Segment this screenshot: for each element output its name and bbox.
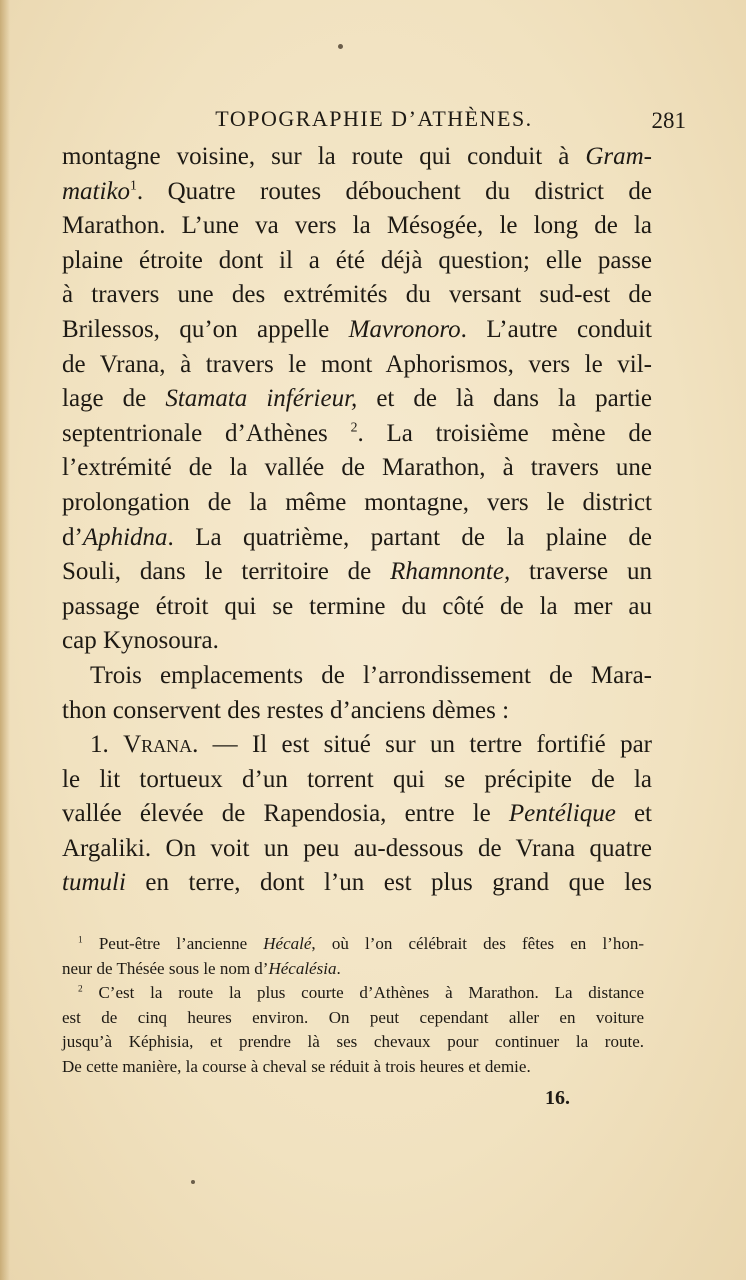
main-text bbox=[62, 140, 652, 901]
section-heading-vrana: Vrana bbox=[123, 731, 193, 759]
text-line: vallée élevée de Rapendosia, entre le Pentélique et bbox=[62, 800, 652, 828]
footnote-line: $^1$ Peut-être l’ancienne Hécalé, où l’on célébrait des fêtes en l’hon- bbox=[78, 934, 644, 953]
footnote-line: est de cinq heures environ. On peut cependant aller en voiture bbox=[62, 1007, 644, 1027]
footnotes bbox=[62, 932, 644, 1079]
footnote-line: $^2$ C’est la route la plus courte d’Athènes à Marathon. La distance bbox=[78, 983, 644, 1002]
text-line: plaine étroite dont il a été déjà question; elle passe bbox=[62, 246, 652, 274]
text-line: le lit tortueux d’un torrent qui se précipite de la bbox=[62, 765, 652, 793]
footnote-line: neur de Thésée sous le nom d’Hécalésia. bbox=[62, 958, 341, 978]
print-speck bbox=[191, 1180, 195, 1184]
text-line: 1. Vrana. — Il est situé sur un tertre fortifié par bbox=[90, 731, 652, 759]
text-line: Argaliki. On voit un peu au-dessous de Vrana quatre bbox=[62, 834, 652, 862]
text-line: prolongation de la même montagne, vers le district bbox=[62, 488, 652, 516]
text-line: tumuli en terre, dont l’un est plus grand que les bbox=[62, 869, 652, 897]
text-line: Souli, dans le territoire de Rhamnonte, traverse un bbox=[62, 558, 652, 586]
text-line: de Vrana, à travers le mont Aphorismos, vers le vil- bbox=[62, 350, 652, 378]
footnote-line: De cette manière, la course à cheval se réduit à trois heures et demie. bbox=[62, 1056, 531, 1076]
page-number: 281 bbox=[651, 108, 686, 133]
text-line: Trois emplacements de l’arrondissement de Mara- bbox=[90, 661, 652, 689]
text-line: d’Aphidna. La quatrième, partant de la plaine de bbox=[62, 523, 652, 551]
text-line: cap Kynosoura. bbox=[62, 627, 219, 655]
text-line: thon conservent des restes d’anciens dèmes : bbox=[62, 696, 510, 724]
text-line: septentrionale d’Athènes $^2$. La troisième mène de bbox=[62, 419, 652, 447]
text-line: lage de Stamata inférieur, et de là dans la partie bbox=[62, 385, 653, 413]
text-line: Brilessos, qu’on appelle Mavronoro. L’autre conduit bbox=[62, 315, 652, 343]
footnote-ref: 2 bbox=[350, 419, 358, 435]
text-line: passage étroit qui se termine du côté de la mer au bbox=[62, 592, 652, 620]
page-header bbox=[62, 100, 686, 136]
text-line: matiko$^1$. Quatre routes débouchent du district de bbox=[62, 176, 652, 205]
text-line: l’extrémité de la vallée de Marathon, à travers une bbox=[62, 454, 652, 482]
text-line: à travers une des extrémités du versant sud-est de bbox=[62, 281, 652, 309]
text-line: montagne voisine, sur la route qui conduit à Gram- bbox=[62, 143, 652, 170]
running-title: TOPOGRAPHIE D’ATHÈNES. bbox=[215, 106, 533, 131]
footnote-ref: 1 bbox=[130, 176, 137, 192]
signature-mark: 16. bbox=[545, 1087, 570, 1109]
print-speck bbox=[338, 44, 343, 49]
footnote-line: jusqu’à Képhisia, et prendre là ses chevaux pour continuer la route. bbox=[62, 1032, 644, 1051]
text-line: Marathon. L’une va vers la Mésogée, le long de la bbox=[62, 212, 652, 240]
page-edge-shadow bbox=[0, 0, 10, 1280]
